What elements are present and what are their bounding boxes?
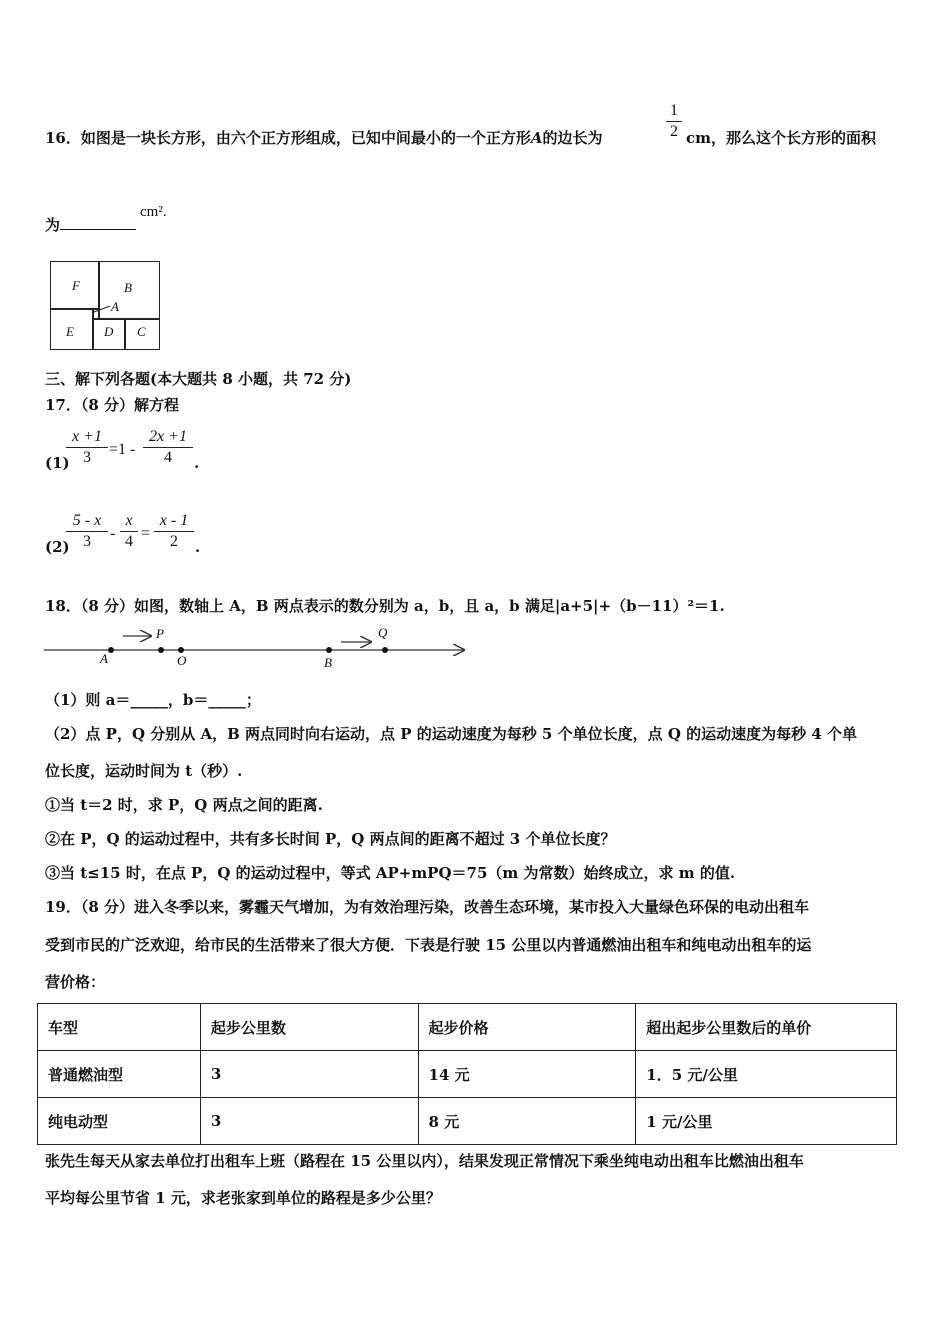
table-header: 车型: [38, 1004, 201, 1051]
table-cell: 8 元: [418, 1098, 636, 1145]
axis-label-q: Q: [378, 625, 388, 640]
label-b: B: [124, 280, 132, 295]
q17-p2-frac1: [66, 512, 108, 551]
label-f: F: [72, 278, 80, 293]
q19-line2: 受到市民的广泛欢迎，给市民的生活带来了很大方便．下表是行驶 15 公里以内普通燃油出租车和纯电动出租车的运: [45, 936, 812, 954]
point-p-dot: [158, 647, 164, 653]
q17-p2-den3: 2: [170, 533, 178, 550]
q18-part1: （1）则 a＝_____，b＝_____；: [45, 691, 261, 709]
point-q-dot: [382, 647, 388, 653]
axis-label-a: A: [100, 651, 108, 666]
q17-p1-den1: 3: [83, 449, 91, 466]
q17-p1-end: .: [194, 454, 200, 472]
table-cell: 普通燃油型: [38, 1051, 201, 1098]
label-a: A: [111, 299, 119, 314]
q17-p2-frac2: [120, 512, 138, 551]
label-e: E: [66, 324, 74, 339]
q16-text-mid: 的边长为: [542, 129, 603, 147]
q17-p1-frac2: [143, 428, 193, 467]
q17-p2-minus: -: [110, 525, 116, 542]
table-cell: 3: [200, 1098, 418, 1145]
point-b-dot: [326, 647, 332, 653]
q17-p1-den2: 4: [164, 449, 172, 466]
q17-p1-mid: =1 -: [109, 441, 136, 458]
q17-p2-eq: =: [141, 525, 151, 542]
q17-title: 17．（8 分）解方程: [45, 396, 180, 414]
table-header: 起步公里数: [200, 1004, 418, 1051]
table-cell: 1．5 元/公里: [636, 1051, 897, 1098]
table-row: [38, 1051, 897, 1098]
point-a-dot: [108, 647, 114, 653]
q18-part2-line1: （2）点 P，Q 分别从 A，B 两点同时向右运动，点 P 的运动速度为每秒 5 个单位长度，点 Q 的运动速度为每秒 4 个单: [45, 725, 857, 743]
axis-label-p: P: [156, 626, 164, 641]
table-header: 超出起步公里数后的单价: [636, 1004, 897, 1051]
q17-p1-num1: x +1: [72, 428, 102, 445]
table-cell: 3: [200, 1051, 418, 1098]
q19-after2: 平均每公里节省 1 元，求老张家到单位的路程是多少公里？: [45, 1189, 441, 1207]
q17-p1-num2: 2x +1: [149, 428, 187, 445]
q16-fraction: [666, 102, 682, 141]
fare-table: [37, 1003, 897, 1145]
table-cell: 1 元/公里: [636, 1098, 897, 1145]
q16-frac-num: 1: [670, 102, 678, 119]
q18-sub2: ②在 P，Q 的运动过程中，共有多长时间 P，Q 两点间的距离不超过 3 个单位长度？: [45, 830, 616, 848]
q18-sub3: ③当 t≤15 时，在点 P，Q 的运动过程中，等式 AP+mPQ＝75（m 为常数）始终成立，求 m 的值.: [45, 864, 736, 882]
q17-p2-num1: 5 - x: [72, 512, 102, 529]
q16-line2: [45, 215, 136, 235]
q19-line1: 19．（8 分）进入冬季以来，雾霾天气增加，为有效治理污染，改善生态环境，某市投入大量绿色环保的电动出租车: [45, 898, 810, 916]
q17-p2-num2: x: [125, 512, 133, 529]
q16-frac-den: 2: [670, 123, 678, 140]
table-header-row: [38, 1004, 897, 1051]
table-row: [38, 1098, 897, 1145]
q17-p1-label: (1): [45, 454, 70, 472]
q19-after1: 张先生每天从家去单位打出租车上班（路程在 15 公里以内），结果发现正常情况下乘坐纯电动出租车比燃油出租车: [45, 1152, 804, 1170]
table-cell: 纯电动型: [38, 1098, 201, 1145]
q16-line1: [45, 128, 603, 148]
axis-label-o: O: [177, 653, 187, 668]
q19-line3: 营价格：: [45, 973, 106, 991]
q17-p1-frac1: [66, 428, 108, 467]
q16-unit: cm，那么这个长方形的面积: [686, 129, 877, 147]
q18-stem: 18．（8 分）如图，数轴上 A，B 两点表示的数分别为 a，b，且 a，b 满足|a+5|+（b－11）²＝1.: [45, 597, 725, 615]
q16-var-a: A: [530, 129, 543, 147]
q17-p2-den1: 3: [83, 533, 91, 550]
section3-heading: 三、解下列各题(本大题共 8 小题，共 72 分): [45, 370, 352, 388]
q17-p2-den2: 4: [125, 533, 133, 550]
q17-p2-end: .: [195, 538, 201, 556]
table-cell: 14 元: [418, 1051, 636, 1098]
q17-p2-label: (2): [45, 538, 70, 556]
label-c: C: [137, 324, 146, 339]
axis-label-b: B: [324, 655, 332, 670]
q16-line2-prefix: 为: [45, 216, 61, 234]
label-d: D: [104, 324, 114, 339]
q16-answer-blank: [60, 215, 136, 230]
q17-p2-num3: x - 1: [159, 512, 189, 529]
q16-text-before: 16．如图是一块长方形，由六个正方形组成，已知中间最小的一个正方形: [45, 129, 531, 147]
q16-area-unit: cm².: [140, 204, 167, 220]
q18-part2-line2: 位长度，运动时间为 t（秒）.: [45, 762, 243, 780]
table-header: 起步价格: [418, 1004, 636, 1051]
q17-p2-frac3: [154, 512, 194, 551]
q18-sub1: ①当 t＝2 时，求 P，Q 两点之间的距离.: [45, 796, 323, 814]
